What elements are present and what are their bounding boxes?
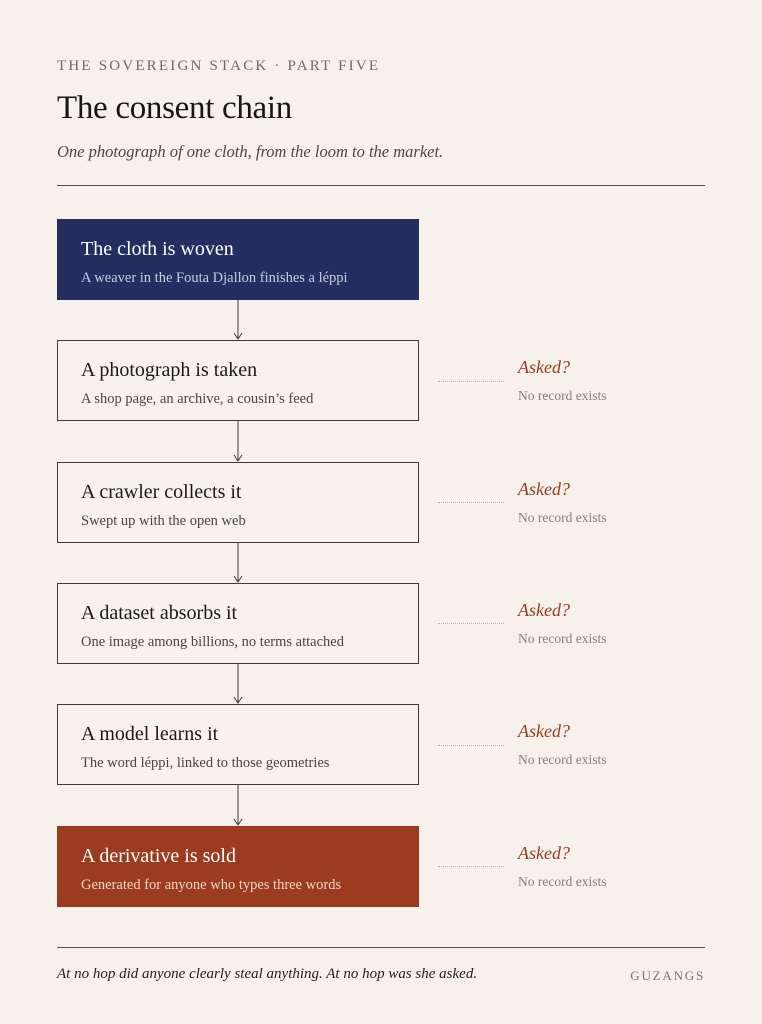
- no-record-label: No record exists: [518, 388, 607, 403]
- step-title: The cloth is woven: [81, 238, 234, 260]
- dotted-leader: [438, 623, 504, 624]
- arrow-head: [234, 819, 242, 825]
- bottom-divider: [57, 947, 705, 948]
- no-record-label: No record exists: [518, 874, 607, 889]
- step-subtitle: Swept up with the open web: [81, 513, 246, 529]
- arrow-head: [234, 455, 242, 461]
- dotted-leader: [438, 381, 504, 382]
- series-kicker: THE SOVEREIGN STACK · PART FIVE: [57, 58, 381, 74]
- asked-label: Asked?: [518, 357, 570, 377]
- step-subtitle: Generated for anyone who types three words: [81, 877, 342, 893]
- arrow-head: [234, 576, 242, 582]
- asked-label: Asked?: [518, 721, 570, 741]
- no-record-label: No record exists: [518, 510, 607, 525]
- step-subtitle: A weaver in the Fouta Djallon finishes a léppi: [81, 270, 348, 286]
- asked-label: Asked?: [518, 479, 570, 499]
- step-subtitle: One image among billions, no terms attached: [81, 634, 344, 650]
- dotted-leader: [438, 745, 504, 746]
- no-record-label: No record exists: [518, 631, 607, 646]
- step-box-derivative: [57, 826, 419, 907]
- asked-label: Asked?: [518, 843, 570, 863]
- step-title: A photograph is taken: [81, 359, 258, 381]
- dotted-leader: [438, 866, 504, 867]
- step-box-model: [57, 704, 419, 785]
- dotted-leader: [438, 502, 504, 503]
- step-title: A dataset absorbs it: [81, 602, 238, 624]
- step-title: A model learns it: [81, 723, 219, 745]
- arrow-head: [234, 333, 242, 339]
- footer-note: At no hop did anyone clearly steal anything. At no hop was she asked.: [57, 966, 478, 982]
- asked-label: Asked?: [518, 600, 570, 620]
- no-record-label: No record exists: [518, 752, 607, 767]
- arrow-head: [234, 697, 242, 703]
- step-box-photograph: [57, 340, 419, 421]
- brand-mark: GUZANGS: [630, 968, 705, 983]
- step-title: A crawler collects it: [81, 481, 242, 503]
- step-title: A derivative is sold: [81, 845, 236, 867]
- top-divider: [57, 185, 705, 186]
- page-subtitle: One photograph of one cloth, from the loom to the market.: [57, 142, 444, 161]
- step-box-woven: [57, 219, 419, 300]
- step-box-crawler: [57, 462, 419, 543]
- step-subtitle: The word léppi, linked to those geometries: [81, 755, 330, 771]
- page-title: The consent chain: [57, 90, 292, 126]
- step-box-dataset: [57, 583, 419, 664]
- step-subtitle: A shop page, an archive, a cousin’s feed: [81, 391, 314, 407]
